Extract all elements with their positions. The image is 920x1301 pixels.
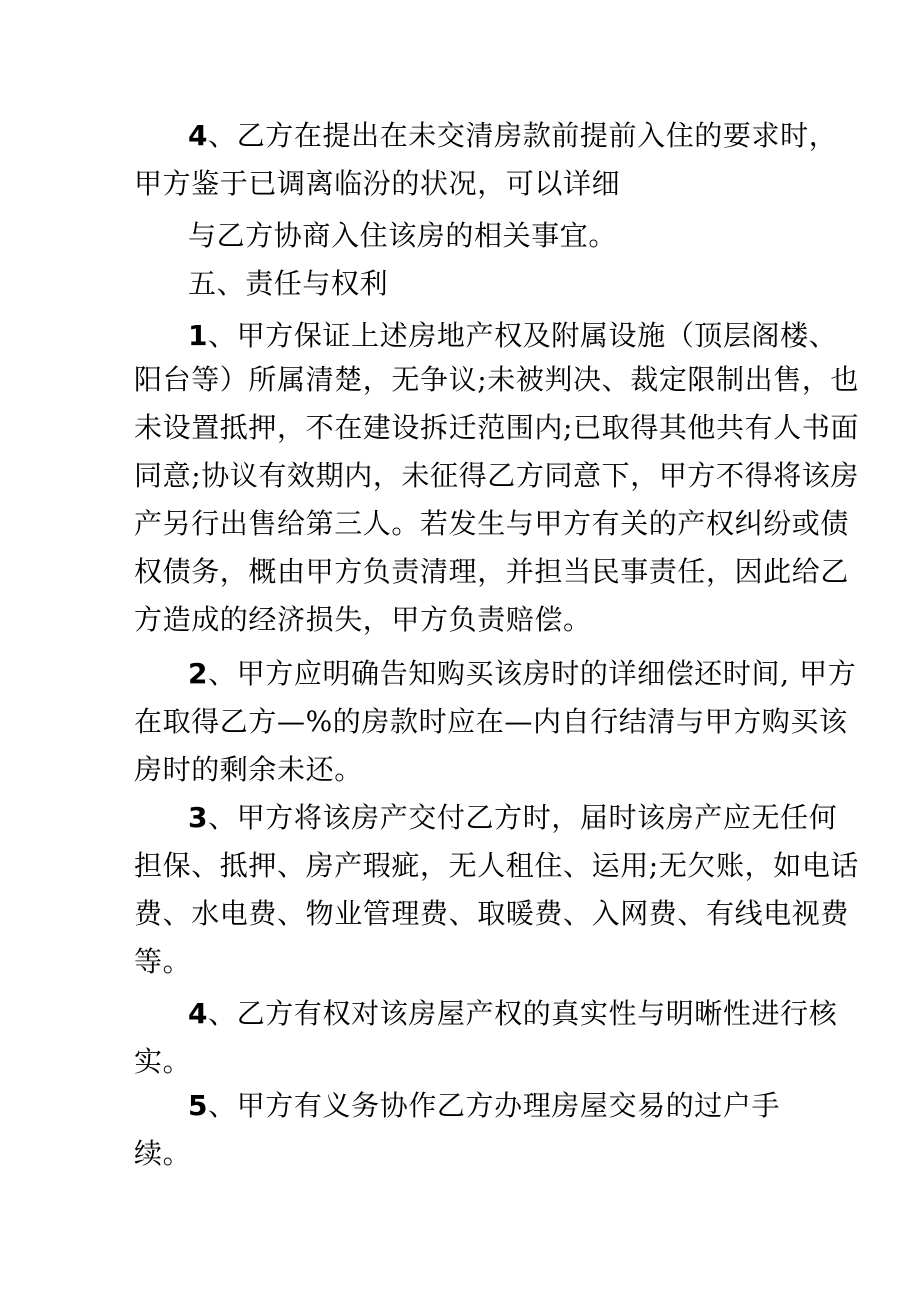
text-line [0,656,920,692]
line-text: 权债务，概由甲方负责清理，并担当民事责任，因此给乙 [134,555,850,588]
text-line [0,318,920,354]
clause-number: 1 [188,319,209,352]
line-text: 续。 [134,1137,192,1170]
text-line [0,1088,920,1124]
text-line [0,752,920,788]
line-text: 五、责任与权利 [188,267,389,300]
line-text: 费、水电费、物业管理费、取暖费、入网费、有线电视费 [134,897,850,930]
text-line [0,554,920,590]
text-line [0,996,920,1032]
line-text: 、甲方有义务协作乙方办理房屋交易的过户手 [208,1089,781,1122]
line-text: 方造成的经济损失，甲方负责赔偿。 [134,603,592,636]
text-line [0,410,920,446]
text-line [0,704,920,740]
section-heading [0,266,920,302]
line-text: 、甲方将该房产交付乙方时，届时该房产应无任何 [208,801,838,834]
clause-number: 4 [188,119,209,152]
text-line [0,602,920,638]
text-line [0,362,920,398]
line-text: 未设置抵押，不在建设拆迁范围内;已取得其他共有人书面 [134,411,860,444]
text-line [0,896,920,932]
clause-number: 5 [188,1089,209,1122]
line-text: 担保、抵押、房产瑕疵，无人租住、运用;无欠账，如电话 [134,849,860,882]
line-text: 房时的剩余未还。 [134,753,363,786]
text-line [0,506,920,542]
line-text: 甲方鉴于已调离临汾的状况，可以详细 [134,167,621,200]
line-text: 、甲方保证上述房地产权及附属设施（顶层阁楼、 [208,319,838,352]
text-line [0,166,920,202]
line-text: 、乙方在提出在未交清房款前提前入住的要求时， [208,119,838,152]
text-line [0,944,920,980]
line-text: 在取得乙方—%的房款时应在—内自行结清与甲方购买该 [134,705,848,738]
clause-number: 4 [188,997,209,1030]
line-text: 与乙方协商入住该房的相关事宜。 [188,219,618,252]
line-text: 、甲方应明确告知购买该房时的详细偿还时间, 甲方 [208,657,857,690]
text-line [0,848,920,884]
text-line [0,118,920,154]
text-line [0,1044,920,1080]
line-text: 、乙方有权对该房屋产权的真实性与明晰性进行核 [208,997,838,1030]
line-text: 阳台等）所属清楚，无争议;未被判决、裁定限制出售，也 [134,363,860,396]
text-line [0,800,920,836]
line-text: 同意;协议有效期内，未征得乙方同意下，甲方不得将该房 [134,459,860,492]
text-line [0,458,920,494]
text-line [0,218,920,254]
line-text: 产另行出售给第三人。若发生与甲方有关的产权纠纷或债 [134,507,850,540]
clause-number: 3 [188,801,209,834]
text-line [0,1136,920,1172]
clause-number: 2 [188,657,209,690]
line-text: 等。 [134,945,192,978]
line-text: 实。 [134,1045,192,1078]
